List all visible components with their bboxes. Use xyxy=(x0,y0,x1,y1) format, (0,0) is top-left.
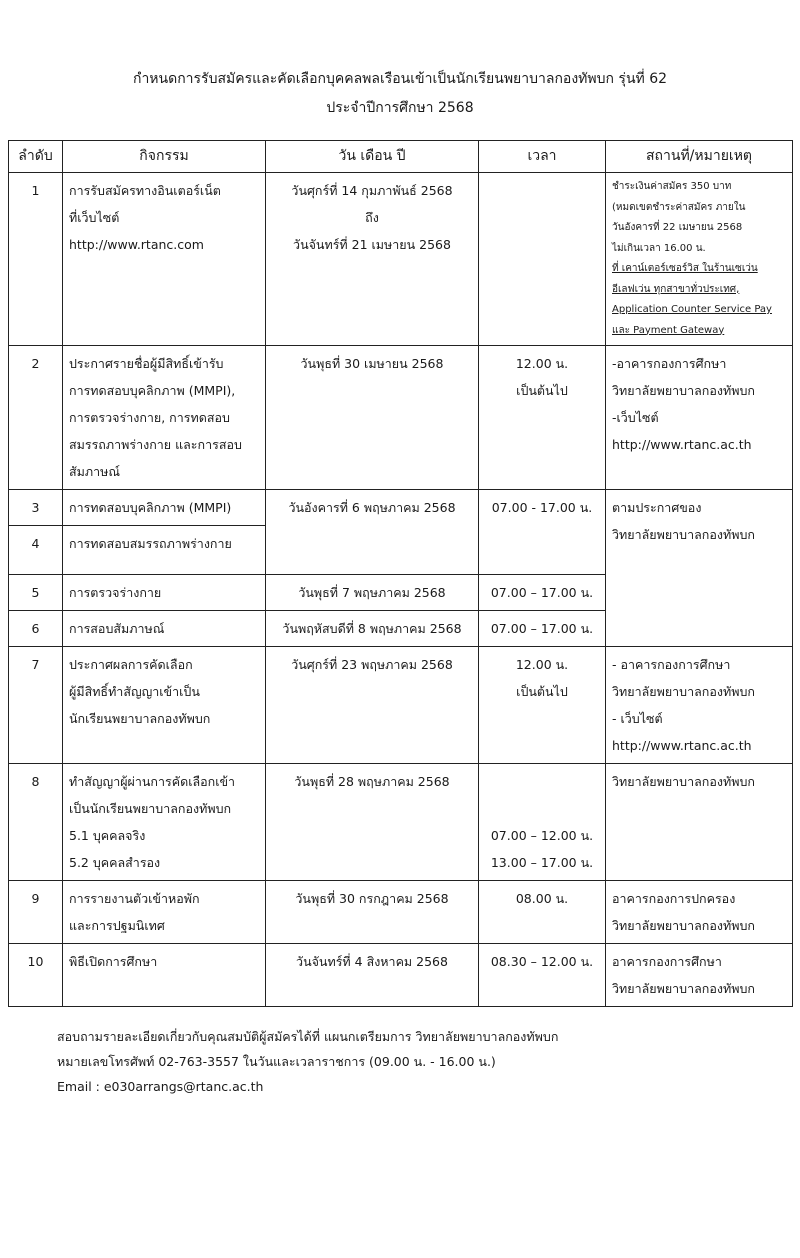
row-number: 2 xyxy=(9,346,63,490)
time-cell xyxy=(479,346,606,490)
activity-cell-line: การสอบสัมภาษณ์ xyxy=(69,621,165,636)
schedule-table xyxy=(8,140,793,1007)
row-number: 1 xyxy=(9,173,63,346)
time-cell-line: 07.00 – 17.00 น. xyxy=(490,621,594,636)
row-number: 10 xyxy=(9,944,63,1007)
place-cell-line: วิทยาลัยพยาบาลกองทัพบก xyxy=(612,383,755,398)
activity-cell-line: การรับสมัครทางอินเตอร์เน็ต xyxy=(69,183,221,198)
contact-info xyxy=(57,1024,558,1099)
activity-cell xyxy=(63,490,266,526)
footer-line: สอบถามรายละเอียดเกี่ยวกับคุณสมบัติผู้สมัครได้ที่ แผนกเตรียมการ วิทยาลัยพยาบาลกองทัพบก xyxy=(57,1029,559,1044)
place-cell-line: - เว็บไซต์ xyxy=(612,711,663,726)
activity-cell xyxy=(63,647,266,764)
row-number: 5 xyxy=(9,575,63,611)
time-cell-line xyxy=(485,768,599,795)
time-cell xyxy=(479,764,606,881)
place-cell-line: และ Payment Gateway xyxy=(612,324,725,336)
activity-cell-line: ประกาศผลการคัดเลือก xyxy=(69,657,193,672)
date-cell xyxy=(266,764,479,881)
date-cell-line: วันพุธที่ 30 กรกฎาคม 2568 xyxy=(295,891,449,906)
date-cell-line: วันจันทร์ที่ 4 สิงหาคม 2568 xyxy=(296,954,448,969)
date-cell xyxy=(266,881,479,944)
activity-cell xyxy=(63,575,266,611)
place-cell xyxy=(606,647,793,764)
place-cell xyxy=(606,881,793,944)
date-cell-line: ถึง xyxy=(365,210,379,225)
activity-cell xyxy=(63,944,266,1007)
date-cell-line: วันพุธที่ 28 พฤษภาคม 2568 xyxy=(294,774,450,789)
activity-cell-line: นักเรียนพยาบาลกองทัพบก xyxy=(69,711,211,726)
table-row xyxy=(9,346,793,490)
place-cell xyxy=(606,490,793,647)
activity-cell-line: การทดสอบสมรรถภาพร่างกาย xyxy=(69,536,232,551)
column-header: วัน เดือน ปี xyxy=(266,141,479,173)
row-number: 3 xyxy=(9,490,63,526)
row-number: 4 xyxy=(9,526,63,575)
place-cell xyxy=(606,346,793,490)
time-cell xyxy=(479,881,606,944)
time-cell-line: 13.00 – 17.00 น. xyxy=(490,855,594,870)
place-cell-line: อีเลฟเว่น ทุกสาขาทั่วประเทศ, xyxy=(612,283,740,295)
activity-cell xyxy=(63,764,266,881)
time-cell xyxy=(479,575,606,611)
time-cell-line: เป็นต้นไป xyxy=(516,684,568,699)
time-cell xyxy=(479,944,606,1007)
place-cell xyxy=(606,764,793,881)
time-cell-line: เป็นต้นไป xyxy=(516,383,568,398)
activity-cell xyxy=(63,611,266,647)
time-cell-line: 08.30 – 12.00 น. xyxy=(490,954,594,969)
activity-cell-line: ประกาศรายชื่อผู้มีสิทธิ์เข้ารับ xyxy=(69,356,224,371)
date-cell xyxy=(266,611,479,647)
time-cell-line: 12.00 น. xyxy=(515,356,569,371)
activity-cell xyxy=(63,173,266,346)
activity-cell-line: การตรวจร่างกาย xyxy=(69,585,162,600)
place-cell-line: วิทยาลัยพยาบาลกองทัพบก xyxy=(612,981,755,996)
activity-cell xyxy=(63,881,266,944)
place-cell-line: (หมดเขตชำระค่าสมัคร ภายใน xyxy=(612,201,746,213)
activity-cell-line: สัมภาษณ์ xyxy=(69,464,120,479)
date-cell xyxy=(266,346,479,490)
place-cell-line: ที่ เคาน์เตอร์เซอร์วิส ในร้านเซเว่น xyxy=(612,263,758,274)
place-cell-line: -เว็บไซต์ xyxy=(612,410,659,425)
place-cell-line: วันอังคารที่ 22 เมษายน 2568 xyxy=(612,222,743,233)
time-cell-line: 07.00 – 12.00 น. xyxy=(490,828,594,843)
activity-cell-line: การทดสอบบุคลิกภาพ (MMPI), xyxy=(69,383,236,398)
row-number: 9 xyxy=(9,881,63,944)
place-cell-line: ตามประกาศของ xyxy=(612,500,702,515)
date-cell-line: วันพฤหัสบดีที่ 8 พฤษภาคม 2568 xyxy=(282,621,462,636)
activity-cell-line: สมรรถภาพร่างกาย และการสอบ xyxy=(69,437,242,452)
document-subtitle: ประจำปีการศึกษา 2568 xyxy=(326,100,474,116)
footer-email: Email : e030arrangs@rtanc.ac.th xyxy=(57,1079,264,1094)
activity-cell-line: http://www.rtanc.com xyxy=(69,237,204,252)
time-cell xyxy=(479,611,606,647)
place-cell xyxy=(606,944,793,1007)
activity-cell-line: ทำสัญญาผู้ผ่านการคัดเลือกเข้า xyxy=(69,774,236,789)
column-header: ลำดับ xyxy=(9,141,63,173)
row-number: 6 xyxy=(9,611,63,647)
table-row xyxy=(9,490,793,526)
table-row xyxy=(9,881,793,944)
document-title: กำหนดการรับสมัครและคัดเลือกบุคคลพลเรือนเข้าเป็นนักเรียนพยาบาลกองทัพบก รุ่นที่ 62 xyxy=(132,71,668,87)
date-cell xyxy=(266,647,479,764)
time-cell-line xyxy=(485,795,599,822)
activity-cell-line: ผู้มีสิทธิ์ทำสัญญาเข้าเป็น xyxy=(69,684,200,699)
place-cell-line: -อาคารกองการศึกษา xyxy=(612,356,727,371)
time-cell xyxy=(479,490,606,575)
footer-line: หมายเลขโทรศัพท์ 02-763-3557 ในวันและเวลาราชการ (09.00 น. - 16.00 น.) xyxy=(57,1054,496,1069)
row-number: 8 xyxy=(9,764,63,881)
place-cell-line: Application Counter Service Pay xyxy=(612,304,772,315)
activity-cell-line: เป็นนักเรียนพยาบาลกองทัพบก xyxy=(69,801,232,816)
place-cell-line: ชำระเงินค่าสมัคร 350 บาท xyxy=(612,181,732,192)
place-cell-line: วิทยาลัยพยาบาลกองทัพบก xyxy=(612,527,755,542)
activity-cell-line: และการปฐมนิเทศ xyxy=(69,918,165,933)
table-row xyxy=(9,764,793,881)
time-cell xyxy=(479,647,606,764)
place-cell-line: http://www.rtanc.ac.th xyxy=(612,738,752,753)
place-cell-line: ไม่เกินเวลา 16.00 น. xyxy=(612,242,706,254)
activity-cell-line: พิธีเปิดการศึกษา xyxy=(69,954,158,969)
date-cell-line: วันอังคารที่ 6 พฤษภาคม 2568 xyxy=(288,500,456,515)
place-cell-line: อาคารกองการศึกษา xyxy=(612,954,722,969)
table-row xyxy=(9,944,793,1007)
activity-cell xyxy=(63,526,266,575)
row-number: 7 xyxy=(9,647,63,764)
time-cell xyxy=(479,173,606,346)
activity-cell-line: การทดสอบบุคลิกภาพ (MMPI) xyxy=(69,500,232,515)
date-cell-line: วันศุกร์ที่ 14 กุมภาพันธ์ 2568 xyxy=(291,183,453,198)
date-cell xyxy=(266,173,479,346)
date-cell-line: วันจันทร์ที่ 21 เมษายน 2568 xyxy=(293,237,451,252)
activity-cell-line: การรายงานตัวเข้าหอพัก xyxy=(69,891,200,906)
place-cell-line: วิทยาลัยพยาบาลกองทัพบก xyxy=(612,918,755,933)
table-row xyxy=(9,647,793,764)
place-cell-line: วิทยาลัยพยาบาลกองทัพบก xyxy=(612,684,755,699)
time-cell-line: 08.00 น. xyxy=(515,891,569,906)
activity-cell xyxy=(63,346,266,490)
date-cell-line: วันศุกร์ที่ 23 พฤษภาคม 2568 xyxy=(291,657,453,672)
place-cell-line: - อาคารกองการศึกษา xyxy=(612,657,731,672)
column-header: เวลา xyxy=(479,141,606,173)
place-cell-line: http://www.rtanc.ac.th xyxy=(612,437,752,452)
time-cell-line: 07.00 - 17.00 น. xyxy=(491,500,593,515)
activity-cell-line: 5.2 บุคคลสำรอง xyxy=(69,855,161,870)
time-cell-line: 12.00 น. xyxy=(515,657,569,672)
date-cell xyxy=(266,944,479,1007)
date-cell-line: วันพุธที่ 30 เมษายน 2568 xyxy=(300,356,444,371)
table-row xyxy=(9,173,793,346)
column-header: กิจกรรม xyxy=(63,141,266,173)
activity-cell-line: การตรวจร่างกาย, การทดสอบ xyxy=(69,410,230,425)
time-cell-line: 07.00 – 17.00 น. xyxy=(490,585,594,600)
date-cell xyxy=(266,575,479,611)
place-cell-line: อาคารกองการปกครอง xyxy=(612,891,736,906)
date-cell-line: วันพุธที่ 7 พฤษภาคม 2568 xyxy=(298,585,446,600)
activity-cell-line: ที่เว็บไซต์ xyxy=(69,210,120,225)
activity-cell-line: 5.1 บุคคลจริง xyxy=(69,828,146,843)
date-cell xyxy=(266,490,479,575)
place-cell-line: วิทยาลัยพยาบาลกองทัพบก xyxy=(612,774,755,789)
place-cell xyxy=(606,173,793,346)
column-header: สถานที่/หมายเหตุ xyxy=(606,141,793,173)
